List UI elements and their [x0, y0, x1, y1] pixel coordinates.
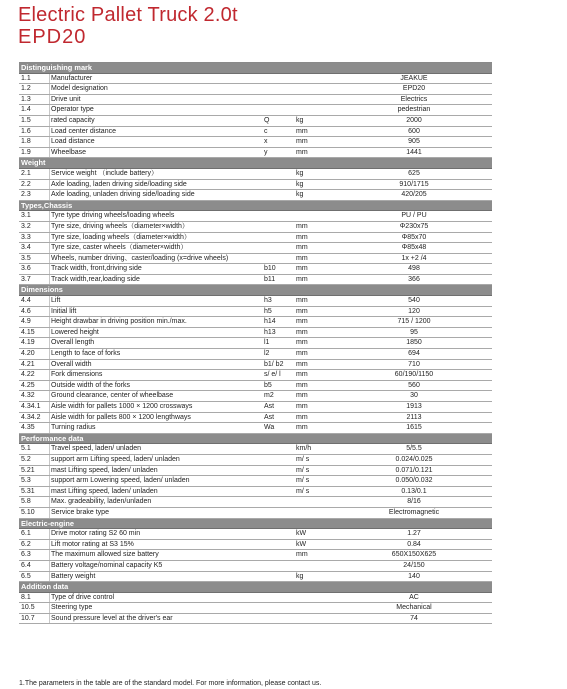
spec-name: Tyre size, driving wheels（diameter×width）: [51, 222, 189, 230]
spec-row: [19, 84, 492, 95]
spec-name: Drive unit: [51, 95, 81, 103]
spec-name: Overall length: [51, 339, 95, 347]
spec-row: [19, 497, 492, 508]
spec-value: 74: [410, 614, 418, 622]
spec-unit: mm: [296, 318, 308, 326]
spec-unit: mm: [296, 413, 308, 421]
spec-name: Lift motor rating at S3 15%: [51, 540, 134, 548]
spec-unit: kg: [296, 191, 304, 199]
spec-row: [19, 487, 492, 498]
spec-unit: mm: [296, 233, 308, 241]
spec-value: 366: [408, 275, 420, 283]
spec-unit: mm: [296, 551, 308, 559]
spec-name: Length to face of forks: [51, 350, 121, 358]
model-code: EPD20: [18, 26, 87, 48]
spec-unit: mm: [296, 265, 308, 273]
spec-unit: mm: [296, 381, 308, 389]
spec-unit: mm: [296, 254, 308, 262]
spec-unit: kg: [296, 169, 304, 177]
spec-value: 30: [410, 392, 418, 400]
spec-name: Sound pressure level at the driver's ear: [51, 614, 173, 622]
spec-number: 8.1: [21, 593, 31, 601]
spec-value: EPD20: [402, 85, 426, 93]
spec-number: 5.2: [21, 455, 31, 463]
spec-symbol: x: [264, 138, 268, 146]
spec-number: 4.35: [21, 424, 35, 432]
spec-unit: mm: [296, 138, 308, 146]
spec-unit: mm: [296, 328, 308, 336]
spec-number: 6.5: [21, 572, 31, 580]
spec-name: support arm Lifting speed, laden/ unladen: [51, 455, 180, 463]
spec-value: 650X150X625: [391, 551, 437, 559]
spec-unit: kW: [296, 530, 307, 538]
spec-row: [19, 137, 492, 148]
spec-value: 5/5.5: [406, 445, 422, 453]
spec-symbol: h5: [264, 307, 272, 315]
spec-row: [19, 572, 492, 583]
spec-row: [19, 349, 492, 360]
spec-unit: mm: [296, 350, 308, 358]
spec-row: [19, 317, 492, 328]
spec-number: 3.5: [21, 254, 31, 262]
spec-number: 1.5: [21, 116, 31, 124]
spec-row: [19, 423, 492, 434]
spec-name: rated capacity: [51, 116, 95, 124]
spec-number: 3.7: [21, 275, 31, 283]
spec-name: Track width, front,driving side: [51, 265, 142, 273]
spec-number: 5.3: [21, 477, 31, 485]
spec-value: 694: [408, 350, 420, 358]
spec-value: Φ85x70: [401, 233, 427, 241]
spec-value: 0.84: [407, 540, 421, 548]
spec-value: 1913: [406, 403, 422, 410]
spec-number: 10.5: [21, 604, 35, 612]
spec-row: [19, 550, 492, 561]
spec-number: 3.3: [21, 233, 31, 241]
spec-value: PU / PU: [401, 212, 427, 220]
spec-number: 1.9: [21, 148, 31, 156]
spec-name: Load center distance: [51, 127, 116, 135]
spec-row: [19, 402, 492, 413]
spec-number: 5.21: [21, 466, 35, 474]
spec-name: Operator type: [51, 106, 94, 114]
spec-row: [19, 413, 492, 424]
spec-row: [19, 540, 492, 551]
spec-number: 2.2: [21, 180, 31, 188]
spec-number: 4.34.2: [21, 413, 41, 421]
spec-name: Initial lift: [51, 307, 77, 315]
spec-row: [19, 180, 492, 191]
spec-name: Max. gradeability, laden/unladen: [51, 498, 152, 506]
spec-number: 2.3: [21, 191, 31, 199]
spec-row: [19, 254, 492, 265]
spec-row: [19, 264, 492, 275]
spec-name: Steering type: [51, 604, 93, 612]
spec-unit: mm: [296, 244, 308, 252]
spec-value: 1.27: [407, 530, 421, 538]
spec-number: 1.2: [21, 85, 31, 93]
spec-number: 4.25: [21, 381, 35, 389]
spec-value: Mechanical: [396, 604, 432, 612]
spec-name: Axle loading, laden driving side/loading side: [51, 180, 187, 188]
spec-name: Type of drive control: [51, 593, 115, 601]
spec-number: 3.2: [21, 222, 31, 230]
spec-name: Drive motor rating S2 60 min: [51, 530, 141, 538]
spec-row: [19, 455, 492, 466]
spec-symbol: Wa: [264, 424, 275, 432]
spec-value: 910/1715: [399, 180, 429, 188]
spec-row: [19, 127, 492, 138]
spec-name: Battery voltage/nominal capacity K5: [51, 561, 163, 569]
spec-row: [19, 95, 492, 106]
spec-value: Φ85x48: [401, 244, 427, 252]
spec-number: 1.1: [21, 74, 31, 82]
spec-row: [19, 243, 492, 254]
spec-row: [19, 275, 492, 286]
spec-row: [19, 561, 492, 572]
spec-symbol: Ast: [264, 413, 275, 421]
spec-value: 1615: [406, 424, 422, 432]
spec-row: [19, 614, 492, 625]
spec-value: Electrics: [400, 95, 428, 103]
spec-value: Φ230x75: [399, 222, 429, 230]
spec-number: 5.1: [21, 445, 31, 453]
spec-value: 0.024/0.025: [395, 455, 433, 463]
spec-value: pedestrian: [397, 106, 431, 114]
spec-row: [19, 233, 492, 244]
spec-number: 4.19: [21, 339, 35, 347]
spec-number: 4.21: [21, 360, 35, 368]
spec-row: [19, 338, 492, 349]
spec-number: 6.3: [21, 551, 31, 559]
spec-value: JEAKUE: [400, 74, 428, 82]
spec-row: [19, 381, 492, 392]
spec-number: 4.6: [21, 307, 31, 315]
spec-number: 3.6: [21, 265, 31, 273]
spec-number: 1.6: [21, 127, 31, 135]
spec-symbol: m2: [264, 392, 274, 400]
spec-value: 140: [408, 572, 420, 580]
section-header: Types,Chassis: [19, 201, 492, 212]
spec-unit: kg: [296, 180, 304, 188]
spec-symbol: c: [264, 127, 268, 135]
spec-value: 905: [408, 138, 420, 146]
spec-name: Battery weight: [51, 572, 96, 580]
spec-unit: mm: [296, 307, 308, 315]
spec-unit: mm: [296, 275, 308, 283]
spec-value: 1850: [406, 339, 422, 347]
spec-number: 4.9: [21, 318, 31, 326]
spec-row: [19, 222, 492, 233]
spec-name: Aisle width for pallets 800 × 1200 lengthways: [51, 413, 191, 421]
spec-number: 1.8: [21, 138, 31, 146]
spec-number: 6.4: [21, 561, 31, 569]
spec-unit: mm: [296, 222, 308, 230]
spec-name: Load distance: [51, 138, 95, 146]
spec-row: [19, 444, 492, 455]
spec-row: [19, 148, 492, 159]
spec-unit: mm: [296, 392, 308, 400]
spec-number: 6.2: [21, 540, 31, 548]
spec-name: Travel speed, laden/ unladen: [51, 445, 142, 453]
spec-unit: m/ s: [296, 455, 310, 463]
spec-row: [19, 116, 492, 127]
spec-number: 4.20: [21, 350, 35, 358]
spec-value: Electromagnetic: [388, 508, 440, 516]
spec-value: 715 / 1200: [397, 318, 431, 326]
section-header: Performance data: [19, 434, 492, 445]
spec-symbol: y: [264, 148, 268, 156]
spec-row: [19, 105, 492, 116]
spec-table: [19, 62, 492, 624]
spec-unit: m/ s: [296, 477, 310, 485]
spec-unit: mm: [296, 403, 308, 410]
spec-name: Model designation: [51, 85, 108, 93]
spec-symbol: l2: [264, 350, 270, 358]
spec-name: Service weight （include battery）: [51, 169, 158, 177]
spec-row: [19, 603, 492, 614]
spec-row: [19, 211, 492, 222]
spec-symbol: l1: [264, 339, 270, 347]
spec-number: 4.15: [21, 328, 35, 336]
spec-value: 625: [408, 169, 420, 177]
spec-number: 5.10: [21, 508, 35, 516]
spec-row: [19, 328, 492, 339]
spec-row: [19, 360, 492, 371]
spec-name: Wheelbase: [51, 148, 87, 156]
section-header: Distinguishing mark: [19, 63, 492, 74]
spec-row: [19, 74, 492, 85]
spec-number: 4.4: [21, 297, 31, 305]
spec-row: [19, 296, 492, 307]
spec-number: 5.8: [21, 498, 31, 506]
spec-number: 2.1: [21, 169, 31, 177]
spec-row: [19, 476, 492, 487]
spec-value: 120: [408, 307, 420, 315]
spec-row: [19, 593, 492, 604]
spec-unit: mm: [296, 371, 308, 379]
spec-value: 0.13/0.1: [401, 487, 427, 495]
spec-number: 4.22: [21, 371, 35, 379]
spec-value: 710: [408, 360, 420, 368]
spec-value: AC: [409, 593, 419, 601]
spec-number: 1.3: [21, 95, 31, 103]
spec-number: 6.1: [21, 530, 31, 538]
spec-unit: mm: [296, 127, 308, 135]
spec-row: [19, 307, 492, 318]
footnote: 1.The parameters in the table are of the standard model. For more information, please contact us.: [19, 680, 322, 687]
spec-symbol: h13: [264, 328, 276, 336]
spec-value: 2000: [406, 116, 422, 124]
spec-name: support arm Lowering speed, laden/ unladen: [51, 477, 190, 485]
spec-unit: kW: [296, 540, 307, 548]
spec-name: Tyre type driving wheels/loading wheels: [51, 212, 175, 220]
spec-name: The maximum allowed size battery: [51, 551, 159, 559]
spec-name: Height drawbar in driving position min./max.: [51, 318, 187, 326]
spec-value: 8/16: [407, 498, 421, 506]
spec-symbol: b10: [264, 265, 276, 273]
spec-row: [19, 466, 492, 477]
spec-name: Lowered height: [51, 328, 99, 336]
spec-name: Tyre size, loading wheels（diameter×width）: [51, 233, 191, 241]
spec-value: 60/190/1150: [394, 371, 434, 379]
spec-number: 3.1: [21, 212, 31, 220]
spec-value: 95: [410, 328, 418, 336]
spec-unit: m/ s: [296, 487, 310, 495]
spec-name: Outside width of the forks: [51, 381, 130, 389]
spec-value: 420/205: [401, 191, 427, 199]
spec-unit: mm: [296, 339, 308, 347]
spec-value: 600: [408, 127, 420, 135]
spec-name: Fork dimensions: [51, 371, 103, 379]
spec-unit: mm: [296, 297, 308, 305]
spec-value: 540: [408, 297, 420, 305]
spec-value: 24/150: [403, 561, 425, 569]
spec-value: 2113: [406, 413, 422, 421]
spec-unit: kg: [296, 572, 304, 580]
spec-unit: mm: [296, 360, 308, 368]
spec-symbol: b1/ b2: [264, 360, 284, 368]
spec-name: Aisle width for pallets 1000 × 1200 crossways: [51, 403, 193, 410]
spec-symbol: h14: [264, 318, 276, 326]
section-header: Electric-engine: [19, 519, 492, 530]
spec-unit: m/ s: [296, 466, 310, 474]
spec-symbol: s/ e/ l: [264, 371, 281, 379]
page-title: Electric Pallet Truck 2.0t: [18, 4, 238, 26]
spec-name: Ground clearance, center of wheelbase: [51, 392, 174, 400]
spec-symbol: b11: [264, 275, 276, 283]
spec-name: Manufacturer: [51, 74, 93, 82]
spec-value: 560: [408, 381, 420, 389]
spec-number: 4.34.1: [21, 403, 41, 410]
spec-name: Wheels, number driving、caster/loading (x=drive wheels): [51, 254, 229, 262]
spec-value: 1x +2 /4: [401, 254, 427, 262]
spec-row: [19, 370, 492, 381]
spec-unit: kg: [296, 116, 304, 124]
spec-name: Tyre size, caster wheels（diameter×width）: [51, 244, 188, 252]
spec-number: 4.32: [21, 392, 35, 400]
spec-name: mast Lifting speed, laden/ unladen: [51, 487, 158, 495]
spec-name: Track width,rear,loading side: [51, 275, 140, 283]
spec-unit: km/h: [296, 445, 312, 453]
spec-symbol: h3: [264, 297, 272, 305]
spec-name: Service brake type: [51, 508, 109, 516]
spec-name: Axle loading, unladen driving side/loading side: [51, 191, 195, 199]
spec-name: Lift: [51, 297, 61, 305]
spec-row: [19, 508, 492, 519]
spec-number: 1.4: [21, 106, 31, 114]
spec-symbol: b5: [264, 381, 272, 389]
spec-row: [19, 391, 492, 402]
spec-row: [19, 190, 492, 201]
spec-value: 1441: [406, 148, 422, 156]
spec-value: 0.050/0.032: [395, 477, 433, 485]
spec-value: 498: [408, 265, 420, 273]
spec-unit: mm: [296, 424, 308, 432]
section-header: Dimensions: [19, 285, 492, 296]
spec-symbol: Ast: [264, 403, 275, 410]
spec-symbol: Q: [264, 116, 270, 124]
spec-name: Turning radius: [51, 424, 96, 432]
section-header: Addition data: [19, 582, 492, 593]
spec-name: mast Lifting speed, laden/ unladen: [51, 466, 158, 474]
spec-row: [19, 169, 492, 180]
spec-row: [19, 529, 492, 540]
section-header: Weight: [19, 158, 492, 169]
spec-name: Overall width: [51, 360, 92, 368]
spec-number: 3.4: [21, 244, 31, 252]
spec-number: 5.31: [21, 487, 35, 495]
spec-unit: mm: [296, 148, 308, 156]
spec-value: 0.071/0.121: [395, 466, 433, 474]
spec-number: 10.7: [21, 614, 35, 622]
